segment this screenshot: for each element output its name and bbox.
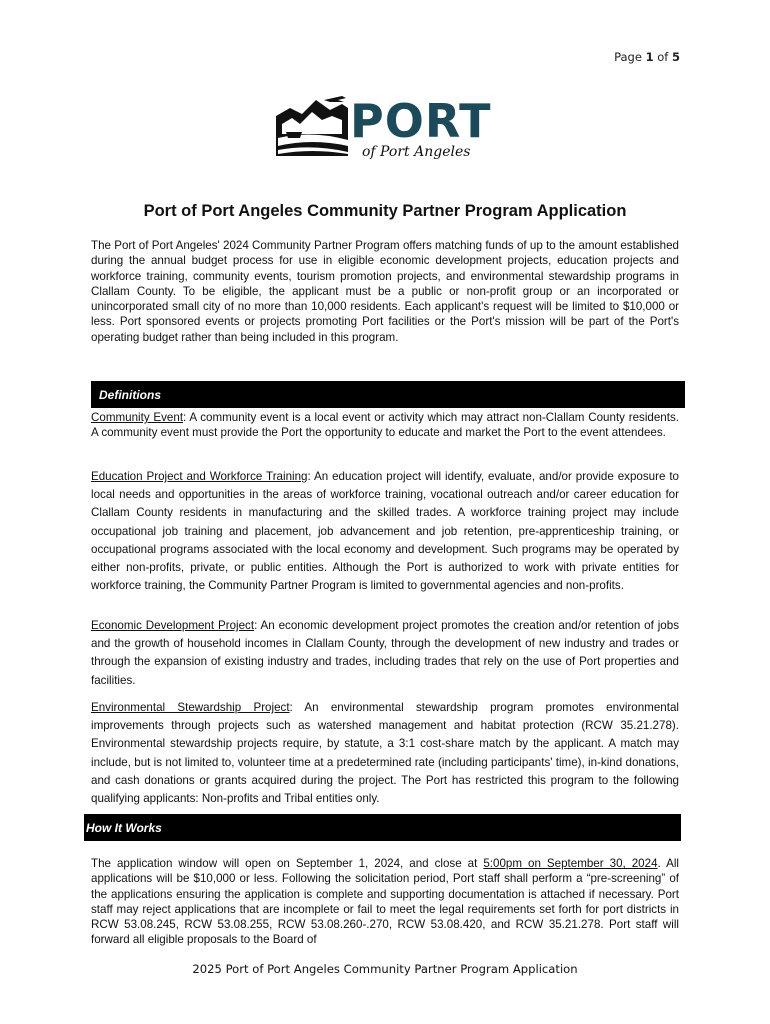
term-economic-development: Economic Development Project: [91, 619, 255, 632]
term-community-event: Community Event: [91, 411, 184, 424]
intro-paragraph: The Port of Port Angeles' 2024 Community Partner Program offers matching funds of up to the amount established during the annual budget process for use in eligible economic development projects, education projects and workforce training, community events, tourism promotion projects, and environmental stewardship programs in Clallam County. To be eligible, the applicant must be a public or non-profit group or an incorporated or unincorporated small city of no more than 10,000 residents. Each applicant's request will be limited to $10,000 or less. Port sponsored events or projects promoting Port facilities or the Port's mission will be part of the Port's operating budget rather than being included in this program.: [91, 239, 679, 344]
term-environmental-stewardship: Environmental Stewardship Project: [91, 701, 290, 714]
definition-economic-development: Economic Development Project: An economic development project promotes the creation and/or retention of jobs and the growth of household incomes in Clallam County, through the development of new industry and trades or through the expansion of existing industry and trades, including trades that rely on the use of Port properties and facilities.: [91, 619, 679, 687]
logo-wordmark: PORT: [350, 94, 492, 148]
term-education-project: Education Project and Workforce Training: [91, 470, 308, 483]
logo-subtitle: of Port Angeles: [362, 144, 471, 160]
definition-community-event: Community Event: A community event is a local event or activity which may attract non-Clallam County residents. A community event must provide the Port the opportunity to educate and market the Port to the event attendees.: [91, 411, 679, 440]
definitions-heading: Definitions: [99, 387, 161, 402]
how-it-works-heading: How It Works: [86, 820, 162, 835]
definitions-heading-bar: [91, 381, 685, 408]
page-number: Page 1 of 5: [614, 50, 680, 64]
definition-education-project: Education Project and Workforce Training: An education project will identify, evaluate, and/or provide exposure to local needs and opportunities in the areas of workforce training, vocational outreach and/or career education for Clallam County residents in manufacturing and the skilled trades. A workforce training project may include occupational job training and placement, job advancement and job retention, pre-apprenticeship training, or occupational programs associated with the local economy and development. Such programs may be operated by either non-profits, private, or public entities. Although the Port is authorized to work with private entities for workforce training, the Community Partner Program is limited to governmental agencies and non-profits.: [91, 470, 679, 593]
how-it-works-heading-bar: [84, 814, 681, 841]
page-footer: 2025 Port of Port Angeles Community Partner Program Application: [192, 962, 578, 976]
deadline-date: 5:00pm on September 30, 2024: [483, 857, 658, 870]
definition-environmental-stewardship: Environmental Stewardship Project: An environmental stewardship program promotes environmental improvements through projects such as watershed management and habitat protection (RCW 35.21.278). Environmental stewardship projects require, by statute, a 3:1 cost-share match by the applicant. A match may include, but is not limited to, volunteer time at a predetermined rate (including participants' time), in-kind donations, and cash donations or grants acquired during the project. The Port has restricted this program to the following qualifying applicants: Non-profits and Tribal entities only.: [91, 701, 679, 806]
how-it-works-paragraph: The application window will open on September 1, 2024, and close at 5:00pm on September 30, 2024. All applications will be $10,000 or less. Following the solicitation period, Port staff shall perform a “pre-screening” of the applications ensuring the application is complete and supporting documentation is attached if necessary. Port staff may reject applications that are incomplete or fail to meet the legal requirements set forth for port districts in RCW 53.08.245, RCW 53.08.255, RCW 53.08.260-.270, RCW 53.08.420, and RCW 35.21.278. Port staff will forward all eligible proposals to the Board of: [91, 857, 679, 947]
document-title: Port of Port Angeles Community Partner Program Application: [143, 202, 627, 220]
